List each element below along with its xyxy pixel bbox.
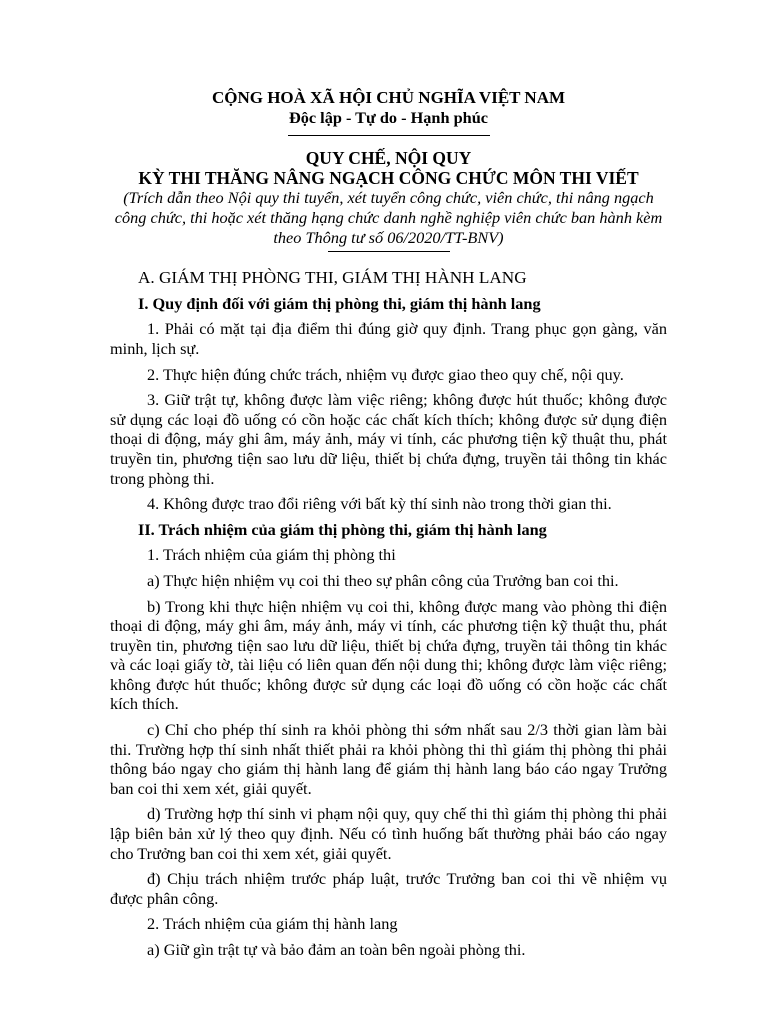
paragraph: đ) Chịu trách nhiệm trước pháp luật, trước Trưởng ban coi thi về nhiệm vụ được phân công.	[110, 869, 667, 908]
paragraph: a) Thực hiện nhiệm vụ coi thi theo sự phân công của Trưởng ban coi thi.	[147, 570, 619, 590]
paragraph: b) Trong khi thực hiện nhiệm vụ coi thi, không được mang vào phòng thi điện thoại di động, máy ghi âm, máy ảnh, máy vi tính, các phương tiện kỹ thuật thu, phát truyền tin, phương tiện sao lưu dữ liệu, thiết bị chứa đựng, truyền tải thông tin khác và các loại giấy tờ, tài liệu có liên quan đến nội dung thi; không được làm việc riêng; không được hút thuốc; không được sử dụng các loại đồ uống có cồn hoặc các chất kích thích.	[110, 596, 667, 714]
national-title: CỘNG HOÀ XÃ HỘI CHỦ NGHĨA VIỆT NAM	[211, 88, 566, 107]
document-subject: KỲ THI THĂNG NÂNG NGẠCH CÔNG CHỨC MÔN THI VIẾT	[138, 168, 639, 189]
section-heading: II. Trách nhiệm của giám thị phòng thi, giám thị hành lang	[138, 519, 547, 539]
section-a-title: A. GIÁM THỊ PHÒNG THI, GIÁM THỊ HÀNH LANG	[138, 268, 527, 288]
national-motto: Độc lập - Tự do - Hạnh phúc	[288, 107, 489, 127]
paragraph: 1. Phải có mặt tại địa điểm thi đúng giờ quy định. Trang phục gọn gàng, văn minh, lịch sự.	[110, 319, 667, 358]
paragraph: 3. Giữ trật tự, không được làm việc riêng; không được hút thuốc; không được sử dụng các loại đồ uống có cồn hoặc các chất kích thích; không được sử dụng điện thoại di động, máy ghi âm, máy ảnh, máy vi tính, các phương tiện kỹ thuật thu, phát truyền tin, phương tiện sao lưu dữ liệu, thiết bị chứa đựng, truyền tải thông tin khác trong phòng thi.	[110, 390, 667, 488]
document-title: QUY CHẾ, NỘI QUY	[305, 148, 472, 169]
paragraph: 2. Trách nhiệm của giám thị hành lang	[147, 914, 398, 934]
section-heading: I. Quy định đối với giám thị phòng thi, giám thị hành lang	[138, 293, 541, 313]
document-citation: (Trích dẫn theo Nội quy thi tuyển, xét tuyển công chức, viên chức, thi nâng ngạch công chức, thi hoặc xét thăng hạng chức danh nghề nghiệp viên chức ban hành kèm theo Thông tư số 06/2020/TT-BNV)	[114, 188, 663, 248]
title-divider	[328, 251, 450, 252]
header-divider	[288, 135, 490, 136]
paragraph: a) Giữ gìn trật tự và bảo đảm an toàn bên ngoài phòng thi.	[147, 940, 526, 959]
paragraph: d) Trường hợp thí sinh vi phạm nội quy, quy chế thi thì giám thị phòng thi phải lập biên bản xử lý theo quy định. Nếu có tình huống bất thường phải báo cáo ngay cho Trưởng ban coi thi xem xét, giải quyết.	[110, 804, 667, 863]
paragraph: 1. Trách nhiệm của giám thị phòng thi	[147, 545, 396, 565]
paragraph: 2. Thực hiện đúng chức trách, nhiệm vụ được giao theo quy chế, nội quy.	[147, 364, 624, 384]
document-page	[110, 84, 667, 960]
paragraph: c) Chỉ cho phép thí sinh ra khỏi phòng thi sớm nhất sau 2/3 thời gian làm bài thi. Trường hợp thí sinh nhất thiết phải ra khỏi phòng thi thì giám thị phòng thi phải thông báo ngay cho giám thị hành lang để giám thị hành lang báo cáo ngay Trưởng ban coi thi xem xét, giải quyết.	[110, 720, 667, 798]
paragraph: 4. Không được trao đổi riêng với bất kỳ thí sinh nào trong thời gian thi.	[147, 494, 612, 514]
